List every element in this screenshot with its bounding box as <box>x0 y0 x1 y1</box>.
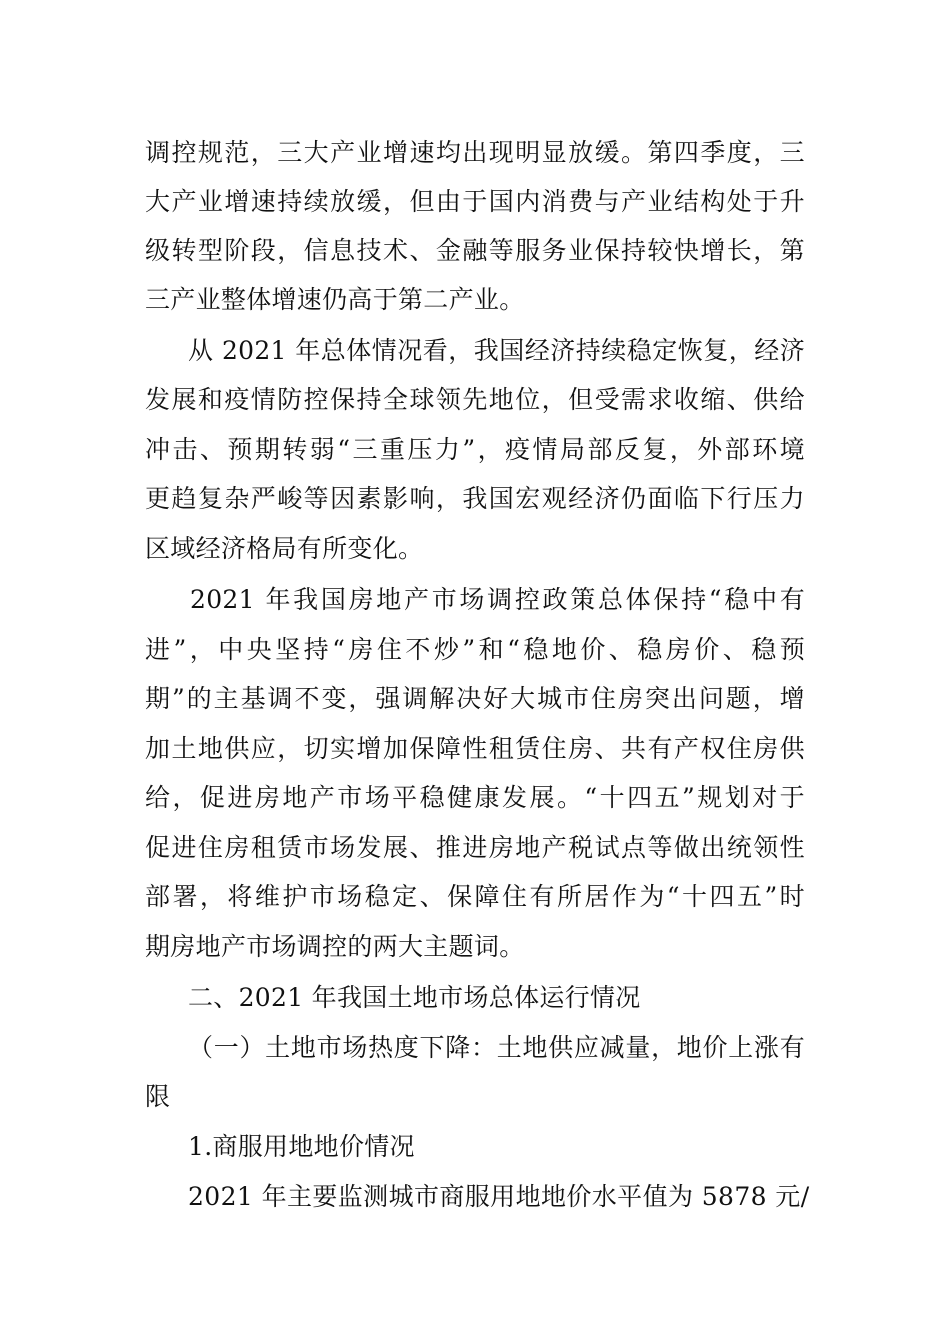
subsection-heading: 限 <box>145 1082 171 1111</box>
body-text-line: 期”的主基调不变，强调解决好大城市住房突出问题，增 <box>145 684 805 713</box>
subsection-heading: （一）土地市场热度下降：土地供应减量，地价上涨有 <box>188 1033 805 1062</box>
body-text-line: 部署，将维护市场稳定、保障住有所居作为“十四五”时 <box>145 882 805 911</box>
body-text-line: 进”，中央坚持“房住不炒”和“稳地价、稳房价、稳预 <box>145 635 805 664</box>
body-text-line: 发展和疫情防控保持全球领先地位，但受需求收缩、供给 <box>145 385 805 414</box>
numbered-heading: 1.商服用地地价情况 <box>188 1132 415 1161</box>
body-text-line: 从 2021 年总体情况看，我国经济持续稳定恢复，经济 <box>188 336 805 365</box>
body-text-line: 更趋复杂严峻等因素影响，我国宏观经济仍面临下行压力 <box>145 484 805 513</box>
body-text-line: 级转型阶段，信息技术、金融等服务业保持较快增长，第 <box>145 236 805 265</box>
body-text-line: 冲击、预期转弱“三重压力”，疫情局部反复，外部环境 <box>145 435 805 464</box>
body-text-line: 给，促进房地产市场平稳健康发展。“十四五”规划对于 <box>145 783 805 812</box>
body-text-line: 三产业整体增速仍高于第二产业。 <box>145 285 525 314</box>
body-text-line: 大产业增速持续放缓，但由于国内消费与产业结构处于升 <box>145 187 805 216</box>
body-text-line: 促进住房租赁市场发展、推进房地产税试点等做出统领性 <box>145 833 805 862</box>
body-text-line: 2021 年我国房地产市场调控政策总体保持“稳中有 <box>190 585 805 614</box>
section-heading: 二、2021 年我国土地市场总体运行情况 <box>188 983 641 1012</box>
body-text-line: 加土地供应，切实增加保障性租赁住房、共有产权住房供 <box>145 734 805 763</box>
body-text-line: 期房地产市场调控的两大主题词。 <box>145 932 525 961</box>
body-text-line: 区域经济格局有所变化。 <box>145 534 424 563</box>
body-text-line: 2021 年主要监测城市商服用地地价水平值为 5878 元/ <box>188 1182 810 1211</box>
body-text-line: 调控规范，三大产业增速均出现明显放缓。第四季度，三 <box>145 138 805 167</box>
